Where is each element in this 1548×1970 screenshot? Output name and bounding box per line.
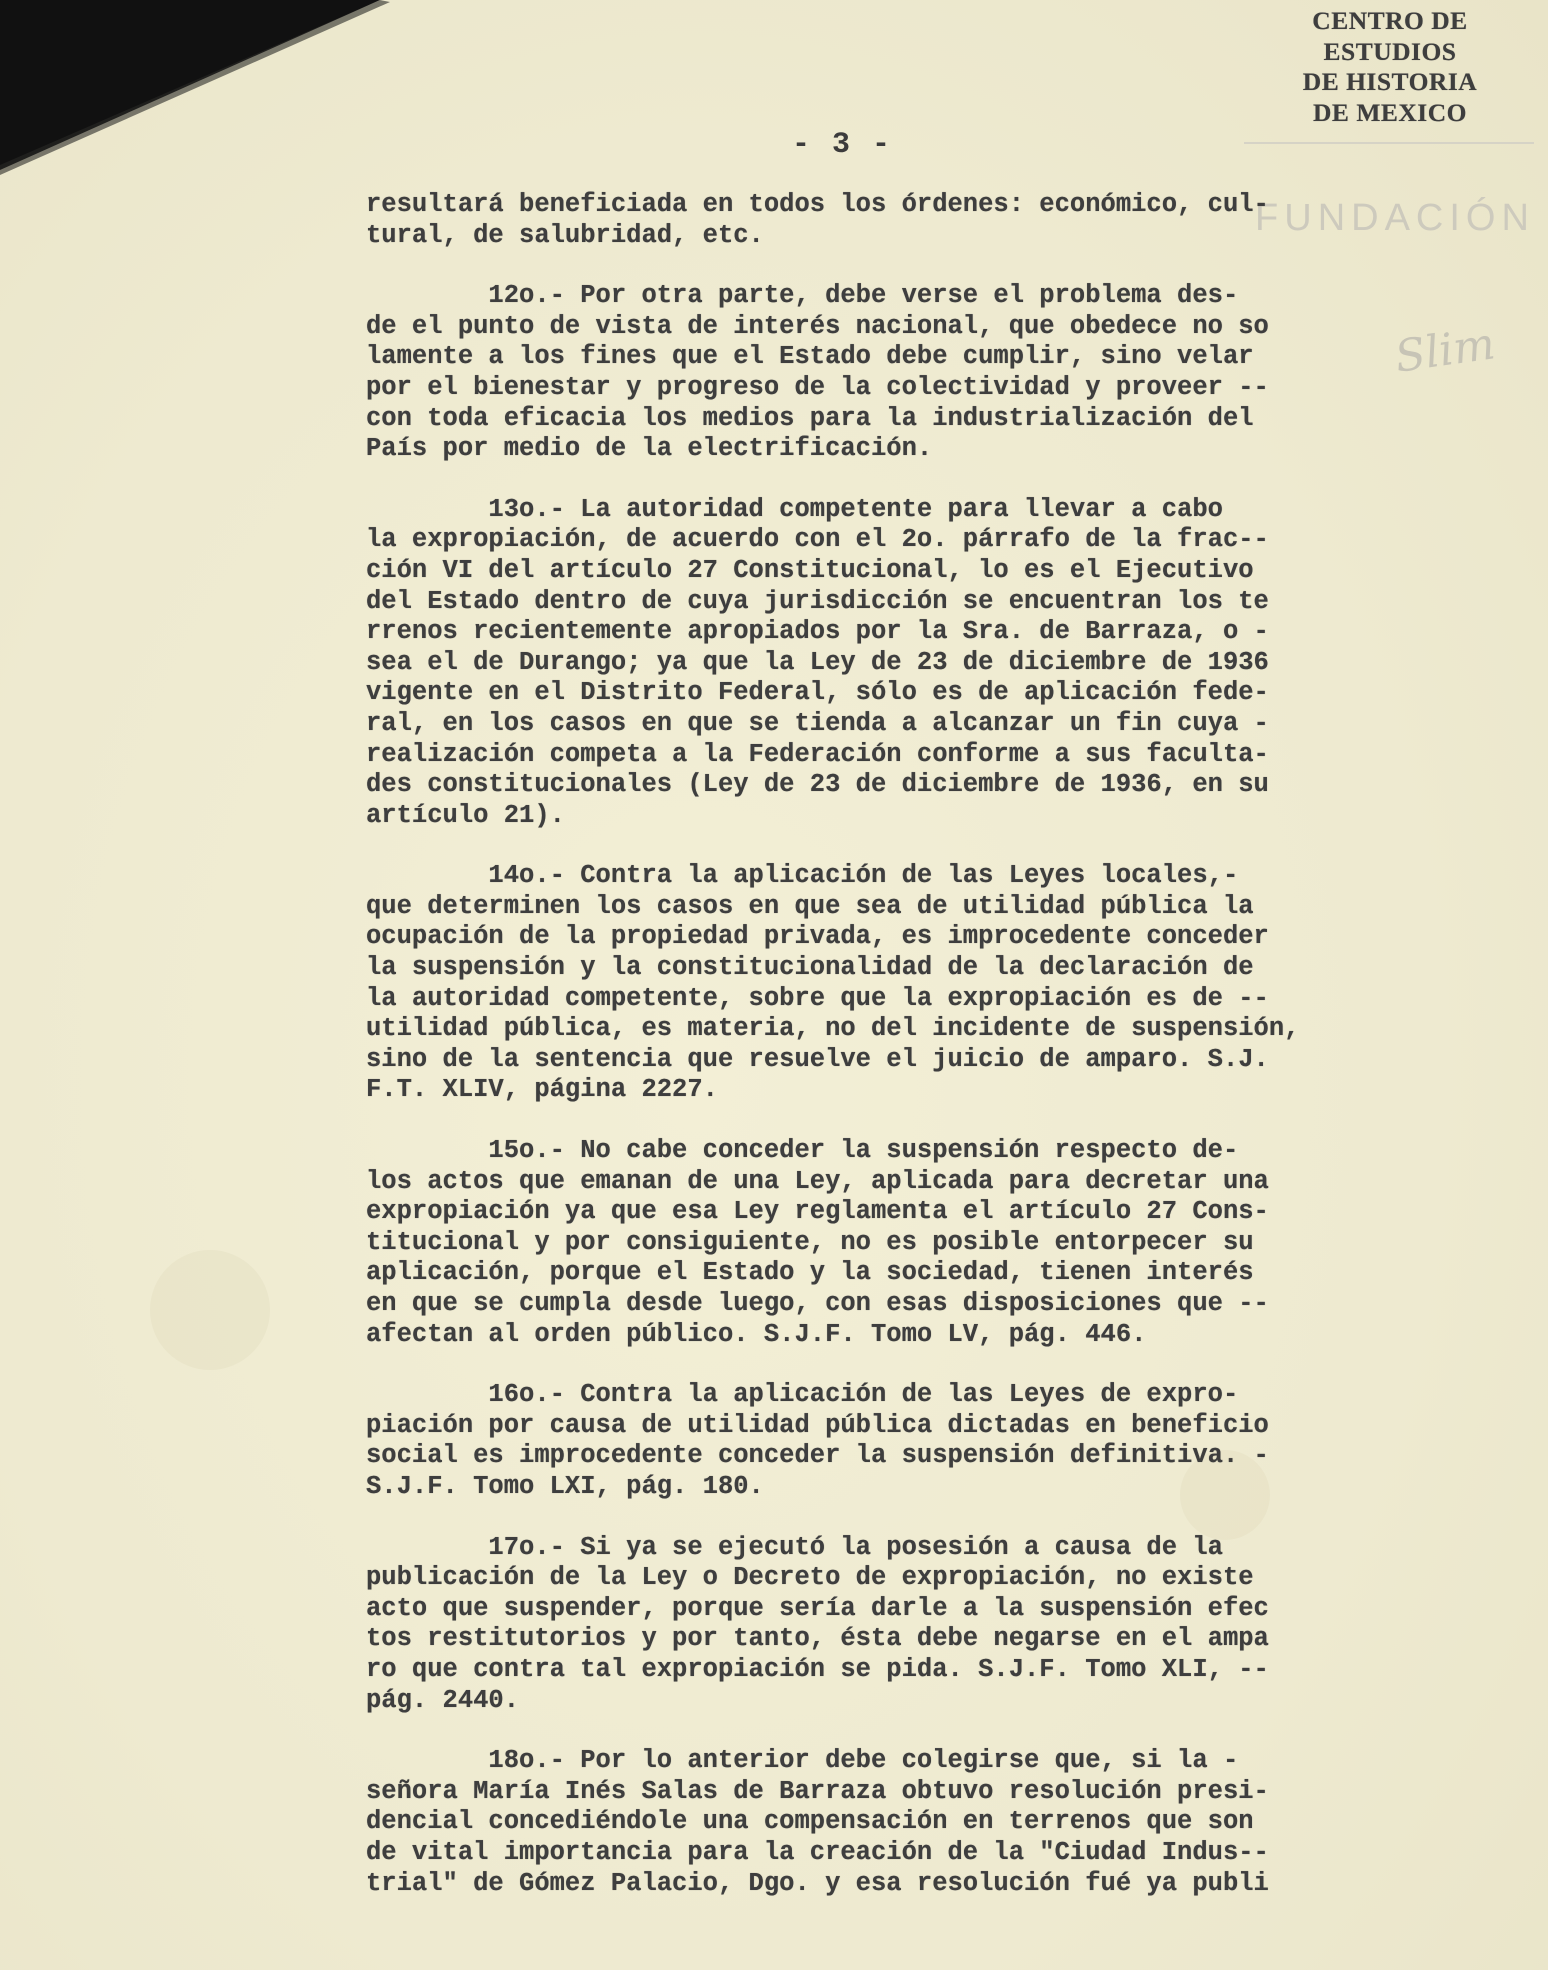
text-line: País por medio de la electrificación. [366,434,933,464]
text-line: del Estado dentro de cuya jurisdicción se encuentran los te [366,586,1269,616]
text-line: social es improcedente conceder la suspensión definitiva. - [366,1441,1269,1471]
text-line: 16o.- Contra la aplicación de las Leyes de expro- [366,1380,1239,1410]
text-line: tural, de salubridad, etc. [366,220,764,250]
watermark-line: ESTUDIOS [1323,36,1457,66]
text-line: F.T. XLIV, página 2227. [366,1075,718,1105]
text-line: los actos que emanan de una Ley, aplicada para decretar una [366,1166,1269,1196]
paragraph [366,1533,1456,1717]
text-line: 18o.- Por lo anterior debe colegirse que, si la - [366,1746,1239,1776]
document-body [366,190,1456,1929]
text-line: 12o.- Por otra parte, debe verse el problema des- [366,281,1239,311]
text-line: de el punto de vista de interés nacional, que obedece no so [366,311,1269,341]
text-line: publicación de la Ley o Decreto de expropiación, no existe [366,1563,1254,1593]
text-line: sino de la sentencia que resuelve el juicio de amparo. S.J. [366,1044,1269,1074]
text-line: ro que contra tal expropiación se pida. S.J.F. Tomo XLI, -- [366,1654,1269,1684]
text-line: en que se cumpla desde luego, con esas disposiciones que -- [366,1289,1269,1318]
text-line: con toda eficacia los medios para la industrialización del [366,403,1254,433]
text-line: utilidad pública, es materia, no del incidente de suspensión, [366,1014,1300,1044]
paragraph [366,861,1456,1106]
text-line: lamente a los fines que el Estado debe cumplir, sino velar [366,342,1254,372]
text-line: dencial concediéndole una compensación en terrenos que son [366,1807,1254,1837]
text-line: piación por causa de utilidad pública dictadas en beneficio [366,1410,1269,1440]
paragraph [366,1136,1456,1350]
text-line: expropiación ya que esa Ley reglamenta el artículo 27 Cons- [366,1197,1269,1227]
text-line: acto que suspender, porque sería darle a la suspensión efec [366,1593,1269,1623]
text-line: señora María Inés Salas de Barraza obtuvo resolución presi- [366,1776,1269,1806]
text-line: des constitucionales (Ley de 23 de diciembre de 1936, en su [366,770,1269,800]
text-line: afectan al orden público. S.J.F. Tomo LV, pág. 446. [366,1319,1147,1349]
text-line: por el bienestar y progreso de la colectividad y proveer -- [366,372,1269,402]
paragraph [366,190,1456,251]
paragraph [366,1746,1456,1899]
watermark-foundation: FUNDACIÓN [1255,197,1535,240]
torn-corner [0,0,400,180]
text-line: de vital importancia para la creación de la "Ciudad Indus-- [366,1837,1269,1867]
text-line: resultará beneficiada en todos los órdenes: económico, cul- [366,190,1269,219]
text-line: trial" de Gómez Palacio, Dgo. y esa resolución fué ya publi [366,1868,1269,1898]
paragraph [366,495,1456,832]
text-line: ocupación de la propiedad privada, es improcedente conceder [366,922,1269,952]
watermark-rule [1244,142,1534,144]
text-line: 15o.- No cabe conceder la suspensión respecto de- [366,1136,1239,1166]
text-line: S.J.F. Tomo LXI, pág. 180. [366,1471,764,1501]
text-line: que determinen los casos en que sea de utilidad pública la [366,891,1254,921]
page-number: - 3 - [792,128,893,162]
text-line: aplicación, porque el Estado y la sociedad, tienen interés [366,1258,1254,1288]
text-line: rrenos recientemente apropiados por la Sra. de Barraza, o - [366,617,1269,647]
text-line: 13o.- La autoridad competente para llevar a cabo [366,494,1223,524]
text-line: titucional y por consiguiente, no es posible entorpecer su [366,1227,1254,1257]
text-line: la autoridad competente, sobre que la expropiación es de -- [366,983,1269,1013]
text-line: realización competa a la Federación conforme a sus faculta- [366,739,1269,769]
text-line: 14o.- Contra la aplicación de las Leyes locales,- [366,861,1239,891]
text-line: ral, en los casos en que se tienda a alcanzar un fin cuya - [366,708,1269,738]
text-line: artículo 21). [366,800,565,830]
watermark-signature: Slim [1391,318,1499,383]
text-line: sea el de Durango; ya que la Ley de 23 de diciembre de 1936 [366,647,1269,677]
text-line: la suspensión y la constitucionalidad de la declaración de [366,953,1254,983]
text-line: 17o.- Si ya se ejecutó la posesión a causa de la [366,1532,1223,1562]
watermark-line: DE HISTORIA [1302,67,1478,97]
paragraph [366,281,1456,465]
text-line: la expropiación, de acuerdo con el 2o. párrafo de la frac-- [366,525,1269,555]
text-line: tos restitutorios y por tanto, ésta debe negarse en el ampa [366,1624,1269,1654]
paragraph [366,1380,1456,1502]
text-line: vigente en el Distrito Federal, sólo es de aplicación fede- [366,678,1269,708]
watermark-line: CENTRO DE [1312,6,1468,35]
text-line: pág. 2440. [366,1685,520,1715]
paper-stain [150,1250,270,1370]
text-line: ción VI del artículo 27 Constitucional, lo es el Ejecutivo [366,555,1254,585]
watermark-line: DE MEXICO [1313,97,1467,127]
